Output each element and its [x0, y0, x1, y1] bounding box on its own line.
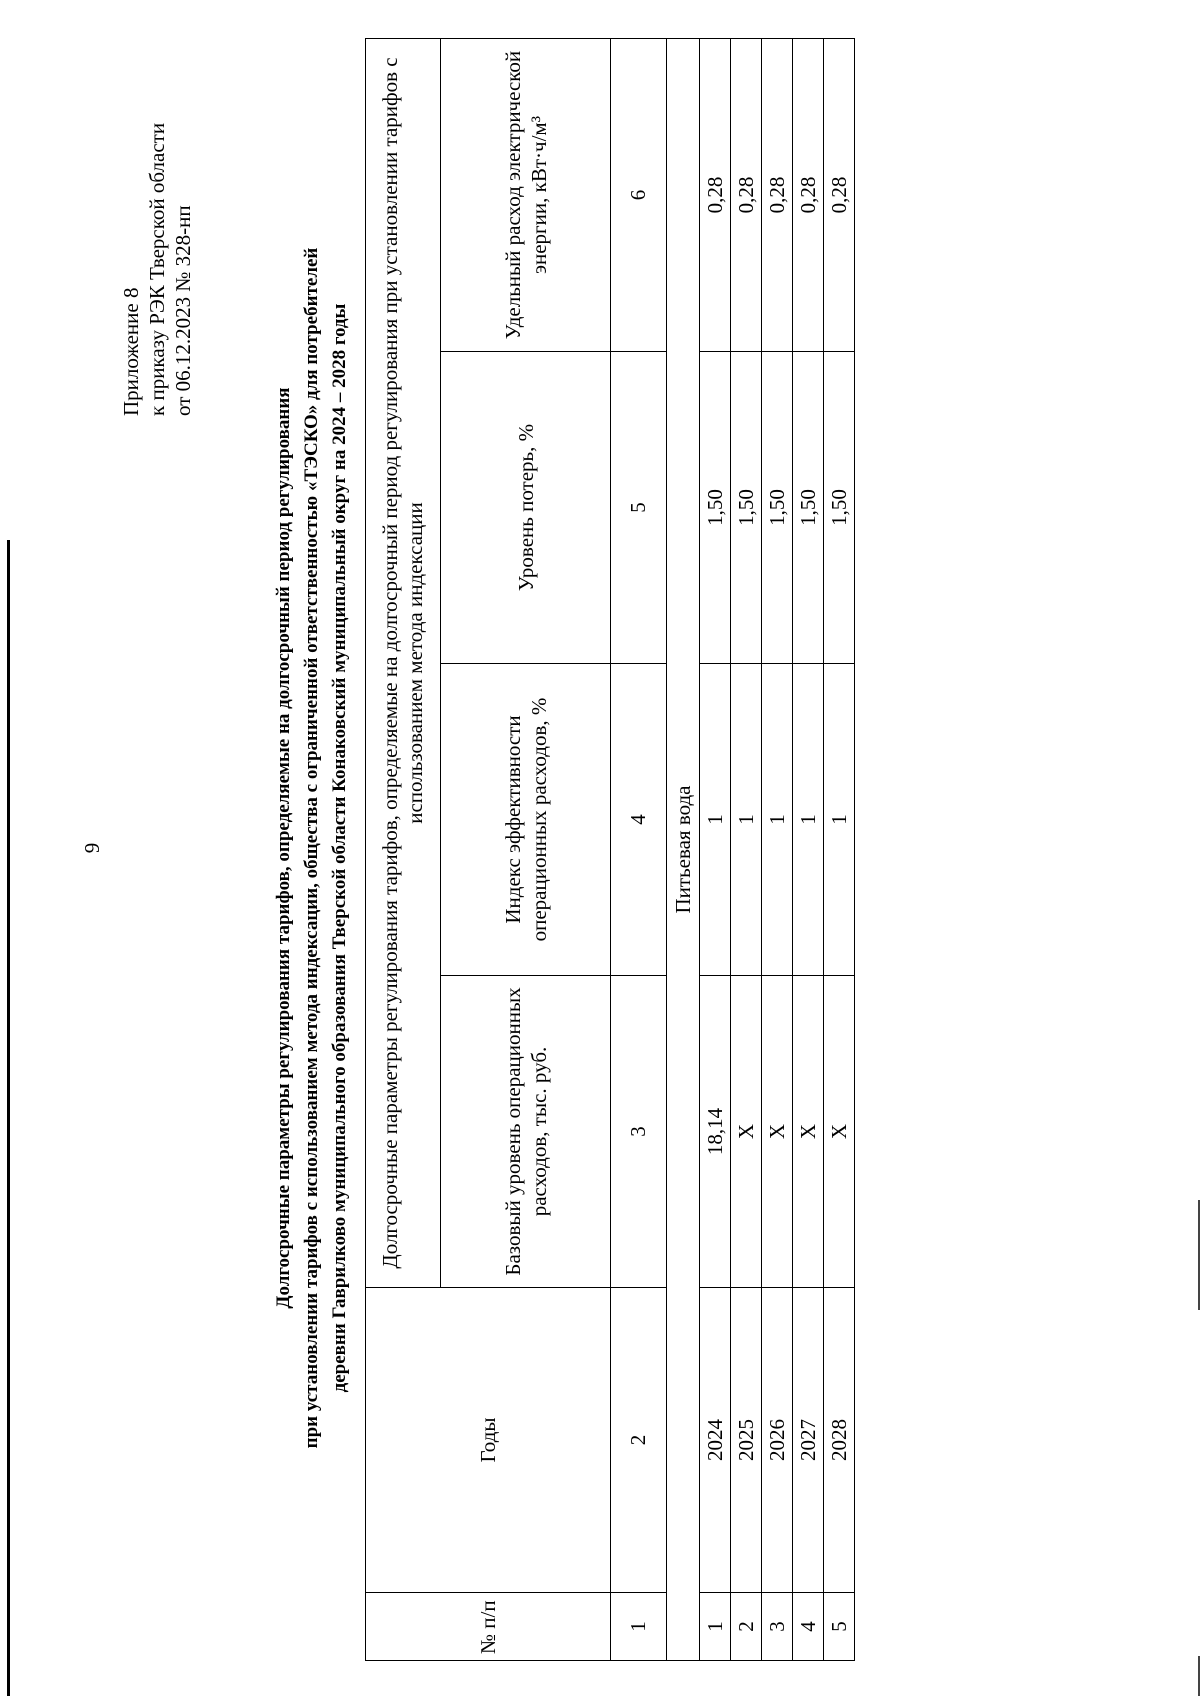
row-year: 2027: [793, 1288, 824, 1593]
table-row: [793, 39, 824, 1661]
column-number: 1: [611, 1593, 667, 1661]
row-efficiency-index: 1: [824, 664, 855, 976]
row-efficiency-index: 1: [731, 664, 762, 976]
column-number: 5: [611, 352, 667, 664]
row-year: 2025: [731, 1288, 762, 1593]
row-base-opex: 18,14: [700, 976, 731, 1288]
row-year: 2024: [700, 1288, 731, 1593]
row-energy-consumption: 0,28: [824, 39, 855, 352]
row-base-opex: Х: [731, 976, 762, 1288]
appendix-line-2: к приказу РЭК Тверской области: [145, 122, 169, 416]
row-efficiency-index: 1: [700, 664, 731, 976]
column-number-row: [611, 39, 667, 1661]
section-drinking-water: Питьевая вода: [667, 39, 700, 1661]
row-efficiency-index: 1: [793, 664, 824, 976]
section-row: [667, 39, 700, 1661]
column-number: 3: [611, 976, 667, 1288]
row-energy-consumption: 0,28: [731, 39, 762, 352]
row-year: 2028: [824, 1288, 855, 1593]
row-efficiency-index: 1: [762, 664, 793, 976]
document-title: [270, 0, 354, 1696]
header-base-opex: Базовый уровень операционных расходов, тыс. руб.: [441, 976, 611, 1288]
appendix-line-1: Приложение 8: [119, 287, 143, 416]
row-number: 1: [700, 1593, 731, 1661]
header-years: Годы: [366, 1288, 611, 1593]
row-loss-level: 1,50: [793, 352, 824, 664]
table-row: [731, 39, 762, 1661]
row-loss-level: 1,50: [731, 352, 762, 664]
row-number: 5: [824, 1593, 855, 1661]
page-number: 9: [80, 842, 104, 854]
row-number: 2: [731, 1593, 762, 1661]
table-row: [700, 39, 731, 1661]
header-loss-level: Уровень потерь, %: [441, 352, 611, 664]
row-loss-level: 1,50: [762, 352, 793, 664]
header-energy-consumption: Удельный расход электрической энергии, кВт·ч/м³: [441, 39, 611, 352]
row-base-opex: Х: [824, 976, 855, 1288]
title-line-1: Долгосрочные параметры регулирования тарифов, определяемые на долгосрочный период регулирования: [273, 387, 294, 1309]
row-energy-consumption: 0,28: [700, 39, 731, 352]
title-line-2: при установлении тарифов с использованием метода индексации, общества с ограниченной ответственностью «ТЭСКО» для потребителей: [301, 247, 322, 1449]
row-number: 3: [762, 1593, 793, 1661]
table-row: [824, 39, 855, 1661]
column-number: 4: [611, 664, 667, 976]
appendix-block: [118, 123, 196, 416]
title-line-3: деревни Гаврилково муниципального образования Тверской области Конаковский муниципальный округ на 2024 – 2028 годы: [329, 303, 350, 1393]
row-energy-consumption: 0,28: [762, 39, 793, 352]
header-number: № п/п: [366, 1593, 611, 1661]
row-energy-consumption: 0,28: [793, 39, 824, 352]
row-number: 4: [793, 1593, 824, 1661]
column-number: 6: [611, 39, 667, 352]
appendix-line-3: от 06.12.2023 № 328-нп: [171, 205, 195, 416]
row-loss-level: 1,50: [700, 352, 731, 664]
column-number: 2: [611, 1288, 667, 1593]
parameters-table: [365, 38, 855, 1661]
row-base-opex: Х: [762, 976, 793, 1288]
header-group: Долгосрочные параметры регулирования тарифов, определяемые на долгосрочный период регулирования при установлении тарифов с использованием метода индексации: [366, 39, 441, 1288]
row-year: 2026: [762, 1288, 793, 1593]
header-efficiency-index: Индекс эффективности операционных расходов, %: [441, 664, 611, 976]
row-base-opex: Х: [793, 976, 824, 1288]
table-row: [762, 39, 793, 1661]
row-loss-level: 1,50: [824, 352, 855, 664]
